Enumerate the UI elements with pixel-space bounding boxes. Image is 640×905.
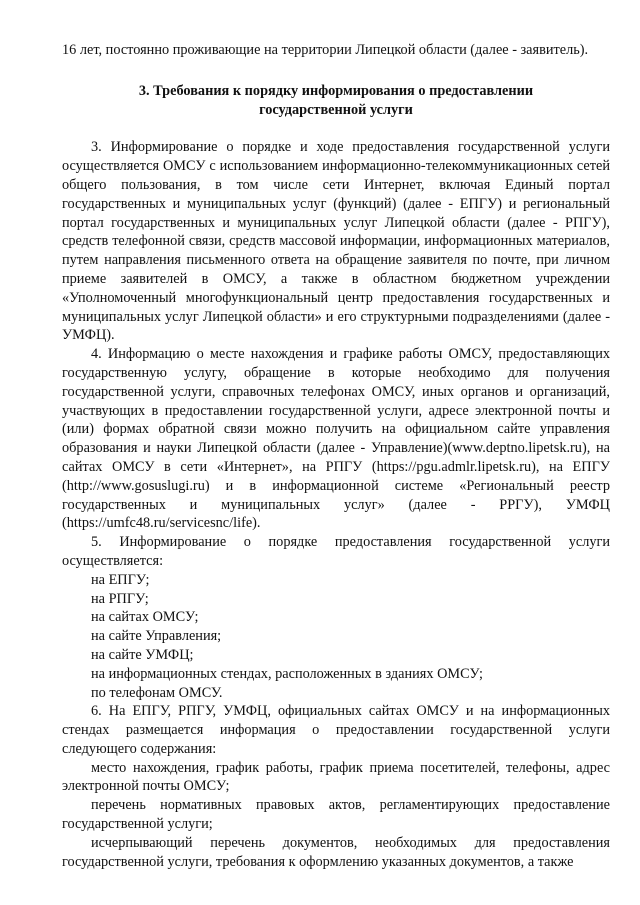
continuation-text: 16 лет, постоянно проживающие на территории Липецкой области (далее - заявитель).: [62, 42, 589, 58]
paragraph-3: 3. Информирование о порядке и ходе предоставления государственной услуги осуществляется ОМСУ с использованием информационно-телекоммуникационных сетей общего пользования, в том числе сети Интернет, включая Единый портал государственных и муниципальных услуг (функций) (далее - ЕПГУ) и региональный портал государственных и муниципальных услуг Липецкой области (далее - РПГУ), средств телефонной связи, средств массовой информации, информационных материалов, путем направления письменного ответа на обращение заявителя по почте, при личном приеме заявителей в ОМСУ, а также в областном бюджетном учреждении «Уполномоченный многофункциональный центр предоставления государственных и муниципальных услуг Липецкой области» и его структурными подразделениями (далее - УМФЦ).: [62, 139, 610, 344]
list-item: перечень нормативных правовых актов, регламентирующих предоставление государственной услуги;: [62, 797, 610, 833]
document-page: [62, 41, 610, 871]
channel-list: [62, 571, 610, 703]
contents-list: [62, 759, 610, 872]
section-title: 3. Требования к порядку информирования о предоставлении государственной услуги: [138, 82, 534, 118]
list-item: место нахождения, график работы, график приема посетителей, телефоны, адрес электронной почты ОМСУ;: [62, 759, 610, 795]
paragraph-6: 6. На ЕПГУ, РПГУ, УМФЦ, официальных сайтах ОМСУ и на информационных стендах размещается информация о предоставлении государственной услуги следующего содержания:: [62, 703, 610, 757]
paragraph-5: 5. Информирование о порядке предоставления государственной услуги осуществляется:: [62, 534, 610, 569]
list-item: на ЕПГУ;: [91, 571, 150, 588]
list-item: на информационных стендах, расположенных в зданиях ОМСУ;: [91, 665, 484, 682]
paragraph-4: 4. Информацию о месте нахождения и графике работы ОМСУ, предоставляющих государственную услугу, обращение в которые необходимо для получения государственной услуги, справочных телефонах ОМСУ, иных органов и организаций, участвующих в предоставлении государственной услуги, адресе электронной почты и (или) формах обратной связи можно получить на официальном сайте управления образования и науки Липецкой области (далее - Управление)(www.deptno.lipetsk.ru), на сайтах ОМСУ в сети «Интернет», на РПГУ (https://pgu.admlr.lipetsk.ru), на ЕПГУ (http://www.gosuslugi.ru) и в информационной системе «Региональный реестр государственных и муниципальных услуг» (далее - РРГУ), УМФЦ (https://umfc48.ru/servicesnc/life).: [62, 346, 610, 532]
list-item: по телефонам ОМСУ.: [91, 684, 223, 701]
list-item: на РПГУ;: [91, 590, 149, 607]
list-item: на сайтах ОМСУ;: [91, 609, 199, 626]
list-item: на сайте УМФЦ;: [91, 646, 194, 663]
list-item: на сайте Управления;: [91, 628, 222, 645]
list-item: исчерпывающий перечень документов, необходимых для предоставления государственной услуги, требования к оформлению указанных документов, а также: [62, 834, 610, 870]
